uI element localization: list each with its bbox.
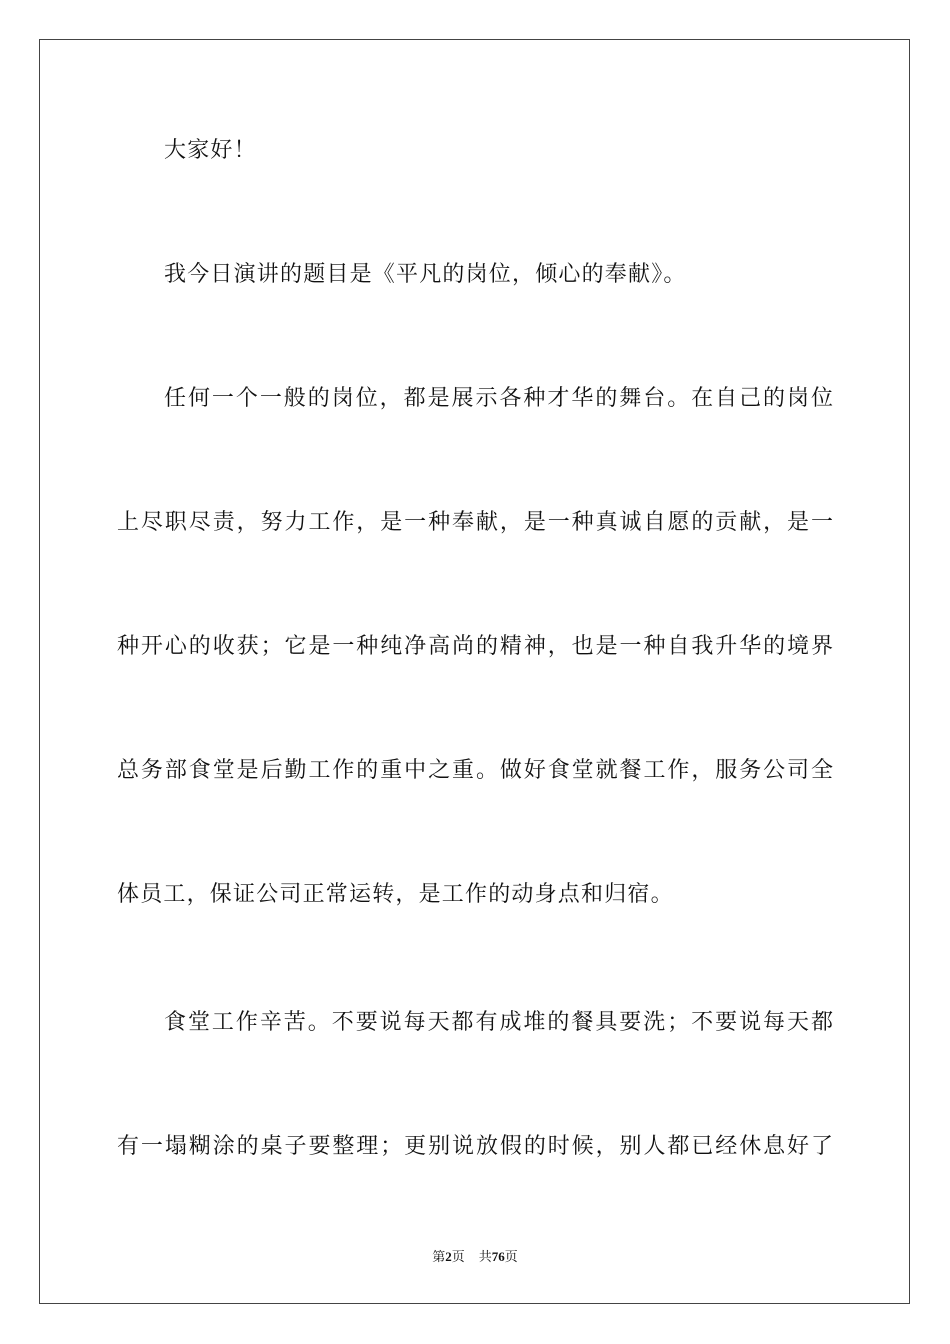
- text-line-paragraph-2-line-2: 体员工，保证公司正常运转，是工作的动身点和归宿。: [117, 882, 674, 907]
- text-line-paragraph-1-line-3: 种开心的收获；它是一种纯净高尚的精神，也是一种自我升华的境界: [117, 634, 833, 659]
- text-line-paragraph-2-line-1: 总务部食堂是后勤工作的重中之重。做好食堂就餐工作，服务公司全: [117, 758, 833, 783]
- text-line-paragraph-1-line-2: 上尽职尽责，努力工作，是一种奉献，是一种真诚自愿的贡献，是一: [117, 510, 833, 535]
- page-border: [39, 39, 910, 1304]
- text-line-paragraph-3-line-2: 有一塌糊涂的桌子要整理；更别说放假的时候，别人都已经休息好了: [117, 1134, 833, 1159]
- footer-page-suffix: 页: [451, 1249, 465, 1264]
- footer-page-prefix: 第: [432, 1249, 446, 1264]
- footer-total-prefix: 共: [478, 1249, 492, 1264]
- footer-total-pages: 76: [491, 1249, 505, 1264]
- footer-page-number: 2: [445, 1249, 452, 1264]
- text-line-paragraph-3-line-1: 食堂工作辛苦。不要说每天都有成堆的餐具要洗；不要说每天都: [164, 1010, 833, 1035]
- page-footer: [0, 1248, 950, 1266]
- text-line-topic: 我今日演讲的题目是《平凡的岗位，倾心的奉献》。: [164, 262, 687, 287]
- text-line-greeting: 大家好！: [164, 138, 257, 163]
- text-line-paragraph-1-line-1: 任何一个一般的岗位，都是展示各种才华的舞台。在自己的岗位: [164, 386, 833, 411]
- footer-total-suffix: 页: [504, 1249, 518, 1264]
